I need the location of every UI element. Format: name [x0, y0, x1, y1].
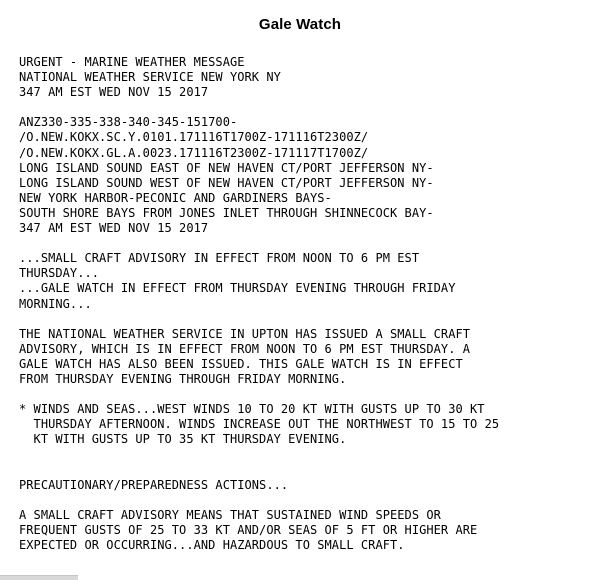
bulletin-blank-line	[19, 387, 600, 402]
page-title: Gale Watch	[258, 16, 342, 33]
bulletin-line: 347 AM EST WED NOV 15 2017	[19, 85, 209, 100]
bulletin-line: A SMALL CRAFT ADVISORY MEANS THAT SUSTAINED WIND SPEEDS OR	[19, 507, 441, 522]
bulletin-line: FROM THURSDAY EVENING THROUGH FRIDAY MORNING.	[19, 371, 347, 386]
bulletin-line: LONG ISLAND SOUND WEST OF NEW HAVEN CT/PORT JEFFERSON NY-	[19, 175, 434, 190]
bulletin-line: EXPECTED OR OCCURRING...AND HAZARDOUS TO SMALL CRAFT.	[19, 538, 405, 552]
bulletin-line: SOUTH SHORE BAYS FROM JONES INLET THROUGH SHINNECOCK BAY-	[19, 205, 434, 220]
bulletin-blank-line	[19, 493, 600, 508]
browser-status-bar	[0, 575, 78, 580]
bulletin-line: GALE WATCH HAS ALSO BEEN ISSUED. THIS GALE WATCH IS IN EFFECT	[19, 356, 463, 371]
bulletin-line: PRECAUTIONARY/PREPAREDNESS ACTIONS...	[19, 477, 289, 492]
bulletin-blank-line	[19, 236, 600, 251]
bulletin-line: LONG ISLAND SOUND EAST OF NEW HAVEN CT/PORT JEFFERSON NY-	[19, 160, 434, 175]
bulletin-blank-line	[19, 100, 600, 115]
bulletin-blank-line	[19, 447, 600, 462]
bulletin-line: NEW YORK HARBOR-PECONIC AND GARDINERS BAYS-	[19, 190, 332, 205]
bulletin-blank-line	[19, 312, 600, 327]
bulletin-text	[0, 34, 600, 553]
bulletin-line: /O.NEW.KOKX.GL.A.0023.171116T2300Z-171117T1700Z/	[19, 145, 369, 160]
bulletin-line: /O.NEW.KOKX.SC.Y.0101.171116T1700Z-171116T2300Z/	[19, 130, 369, 145]
bulletin-line: MORNING...	[19, 296, 92, 311]
bulletin-line: URGENT - MARINE WEATHER MESSAGE	[19, 55, 245, 69]
bulletin-blank-line	[19, 463, 600, 478]
bulletin-line: THE NATIONAL WEATHER SERVICE IN UPTON HAS ISSUED A SMALL CRAFT	[19, 326, 471, 341]
bulletin-line: KT WITH GUSTS UP TO 35 KT THURSDAY EVENING.	[19, 432, 347, 447]
bulletin-line: THURSDAY AFTERNOON. WINDS INCREASE OUT THE NORTHWEST TO 15 TO 25	[19, 417, 500, 432]
bulletin-line: * WINDS AND SEAS...WEST WINDS 10 TO 20 KT WITH GUSTS UP TO 30 KT	[19, 402, 485, 417]
bulletin-line: ADVISORY, WHICH IS IN EFFECT FROM NOON TO 6 PM EST THURSDAY. A	[19, 341, 471, 356]
bulletin-line: ...GALE WATCH IN EFFECT FROM THURSDAY EVENING THROUGH FRIDAY	[19, 281, 456, 296]
bulletin-line: NATIONAL WEATHER SERVICE NEW YORK NY	[19, 70, 281, 85]
bulletin-line: THURSDAY...	[19, 266, 100, 281]
bulletin-line: FREQUENT GUSTS OF 25 TO 33 KT AND/OR SEAS OF 5 FT OR HIGHER ARE	[19, 522, 478, 537]
bulletin-line: ANZ330-335-338-340-345-151700-	[19, 115, 238, 130]
bulletin-line: ...SMALL CRAFT ADVISORY IN EFFECT FROM NOON TO 6 PM EST	[19, 251, 420, 266]
bulletin-line: 347 AM EST WED NOV 15 2017	[19, 221, 209, 236]
